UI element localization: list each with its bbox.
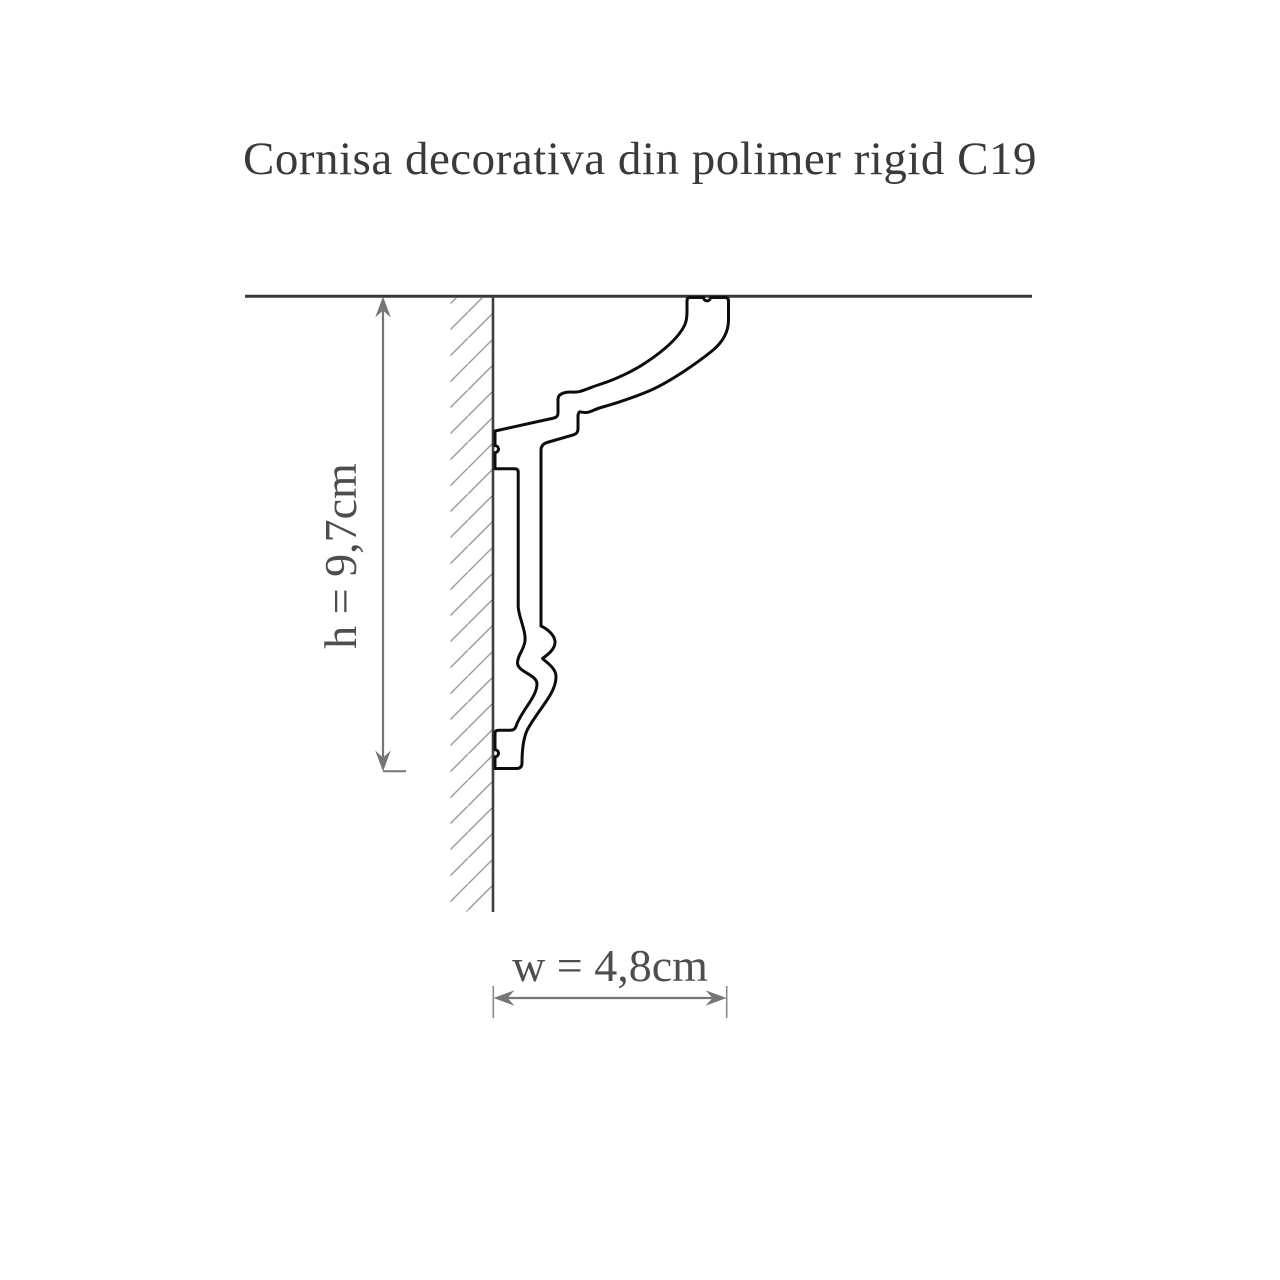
width-dimension-label: w = 4,8cm <box>512 940 708 991</box>
width-dimension <box>493 940 726 1018</box>
page-title: Cornisa decorativa din polimer rigid C19 <box>242 133 1038 185</box>
wall-hatch <box>451 298 493 912</box>
height-dimension-label: h = 9,7cm <box>315 463 366 649</box>
height-dimension <box>315 297 406 772</box>
cornice-profile <box>495 298 729 769</box>
